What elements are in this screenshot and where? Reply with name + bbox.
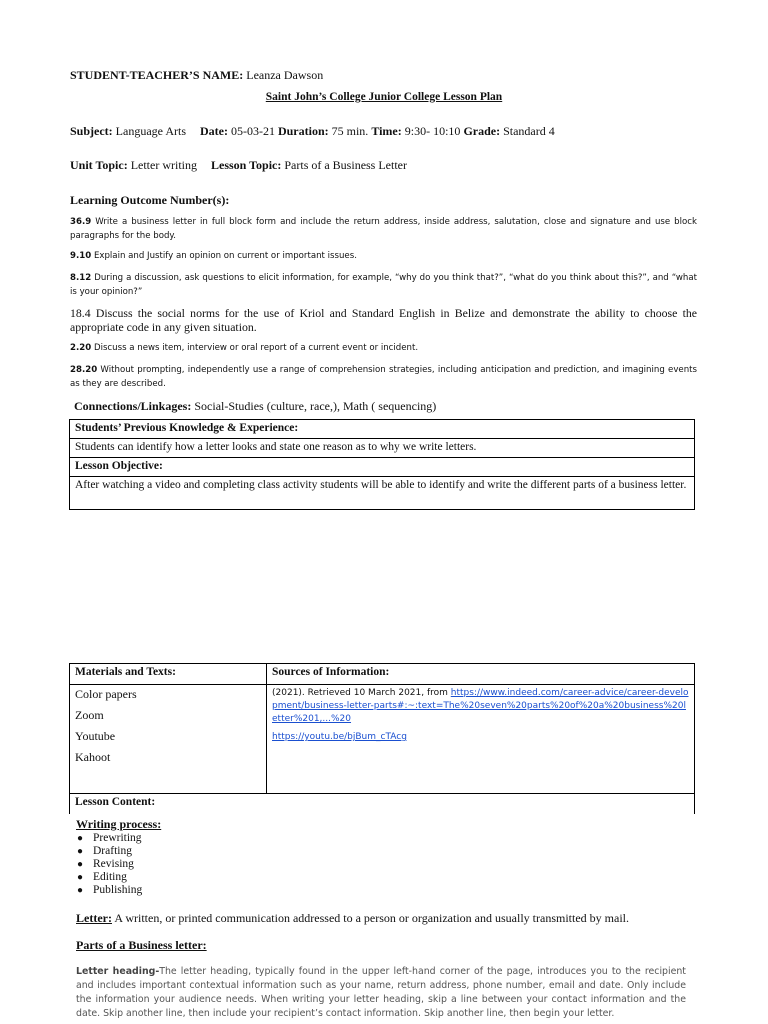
bullet-icon: ● (77, 833, 84, 844)
time-value: 9:30- 10:10 (401, 124, 464, 138)
letter-heading-paragraph (76, 965, 686, 1021)
writing-process-title: Writing process: (76, 817, 162, 831)
letter-heading-term: Letter heading- (76, 966, 160, 977)
bullet-icon: ● (77, 846, 84, 857)
outcome-item (70, 363, 697, 391)
outcome-number: 36.9 (70, 217, 92, 227)
student-teacher-name-line (70, 68, 323, 83)
date-label: Date: (199, 124, 228, 138)
lesson-topic-label: Lesson Topic: (211, 158, 282, 172)
source-link[interactable]: https://www.indeed.com/career-advice/career-development/business-letter-parts#:~:text=The%20seven%20parts%20of%20a%20business%20letter%201,...%20 (272, 688, 689, 724)
time-label: Time: (371, 124, 402, 138)
letter-term: Letter: (76, 911, 112, 925)
material-item: Zoom (75, 708, 104, 722)
topic-line (70, 158, 407, 173)
bullet-icon: ● (77, 859, 84, 870)
list-item (77, 832, 161, 845)
grade-label: Grade: (463, 124, 501, 138)
lesson-objective-text: After watching a video and completing class activity students will be able to identify and write the different parts of a business letter. (70, 477, 695, 510)
duration-label: Duration: (277, 124, 329, 138)
outcome-text: Without prompting, independently use a range of comprehension strategies, including anticipation and prediction, and imagining events as they are described. (70, 365, 697, 389)
writing-process-list (76, 832, 161, 897)
video-source (272, 731, 689, 744)
outcome-item (70, 341, 697, 355)
outcome-item (70, 249, 697, 263)
knowledge-objective-table (69, 419, 695, 510)
duration-value: 75 min. (328, 124, 372, 138)
learning-outcomes-heading: Learning Outcome Number(s): (70, 193, 230, 207)
outcome-item (70, 306, 697, 334)
grade-value: Standard 4 (500, 124, 555, 138)
lesson-meta-line (70, 124, 555, 139)
unit-topic-value: Letter writing (127, 158, 197, 172)
citation-text: (2021). Retrieved 10 March 2021, from (272, 688, 451, 698)
material-item: Youtube (75, 729, 116, 743)
step-label: Prewriting (93, 832, 142, 844)
outcome-number: 2.20 (70, 343, 92, 353)
source-citation (272, 687, 689, 726)
parts-of-business-letter-heading: Parts of a Business letter: (76, 938, 207, 952)
materials-list (70, 685, 267, 794)
name-label: STUDENT-TEACHER’S NAME: (70, 68, 244, 82)
video-link[interactable]: https://youtu.be/bjBum_cTAcg (272, 732, 407, 742)
outcome-text: 18.4 Discuss the social norms for the use of Kriol and Standard English in Belize and demonstrate the ability to choose the appropriate code in any given situation. (70, 306, 697, 334)
outcome-item (70, 271, 697, 299)
previous-knowledge-heading: Students’ Previous Knowledge & Experience: (70, 420, 695, 439)
list-item (77, 858, 161, 871)
outcome-text: Write a business letter in full block form and include the return address, inside address, salutation, close and signature and use block paragraphs for the body. (70, 217, 697, 241)
subject-value: Language Arts (112, 124, 186, 138)
step-label: Drafting (93, 845, 132, 857)
letter-definition (76, 911, 629, 926)
list-item (77, 871, 161, 884)
previous-knowledge-text: Students can identify how a letter looks and state one reason as to why we write letters. (70, 439, 695, 458)
step-label: Revising (93, 858, 134, 870)
document-title: Saint John’s College Junior College Lesson Plan (265, 91, 503, 103)
outcome-number: 9.10 (70, 251, 92, 261)
subject-label: Subject: (70, 124, 113, 138)
material-item: Color papers (75, 687, 137, 701)
connections-value: Social-Studies (culture, race,), Math ( sequencing) (191, 399, 437, 413)
sources-heading: Sources of Information: (267, 664, 695, 685)
sources-cell (267, 685, 695, 794)
materials-sources-table (69, 663, 695, 814)
outcome-number: 8.12 (70, 273, 92, 283)
list-item (77, 884, 161, 897)
connections-line (74, 399, 436, 414)
connections-label: Connections/Linkages: (74, 399, 192, 413)
outcome-item (70, 215, 697, 243)
materials-heading: Materials and Texts: (70, 664, 267, 685)
date-value: 05-03-21 (227, 124, 278, 138)
material-item: Kahoot (75, 750, 111, 764)
lesson-objective-heading: Lesson Objective: (70, 458, 695, 477)
lesson-topic-value: Parts of a Business Letter (281, 158, 408, 172)
writing-process-section (76, 817, 161, 897)
step-label: Editing (93, 871, 127, 883)
bullet-icon: ● (77, 885, 84, 896)
step-label: Publishing (93, 884, 143, 896)
outcome-text: Explain and Justify an opinion on current or important issues. (91, 251, 357, 261)
name-value: Leanza Dawson (243, 68, 324, 82)
list-item (77, 845, 161, 858)
unit-topic-label: Unit Topic: (70, 158, 128, 172)
outcome-text: During a discussion, ask questions to elicit information, for example, “why do you think that?”, “what do you think about this?”, and “what is your opinion?” (70, 273, 697, 297)
letter-definition-text: A written, or printed communication addressed to a person or organization and usually transmitted by mail. (111, 911, 629, 925)
bullet-icon: ● (77, 872, 84, 883)
lesson-content-heading: Lesson Content: (70, 794, 695, 815)
outcome-text: Discuss a news item, interview or oral report of a current event or incident. (91, 343, 419, 353)
outcome-number: 28.20 (70, 365, 98, 375)
letter-heading-text: The letter heading, typically found in the upper left-hand corner of the page, introduces you to the recipient and includes important contextual information such as your name, return address, phone number, email and date. Only include the information your audience needs. When writing your letter heading, skip a line between your contact information and the date. Skip another line, then include your recipient’s contact information. Skip another line, then begin your letter. (76, 966, 686, 1019)
